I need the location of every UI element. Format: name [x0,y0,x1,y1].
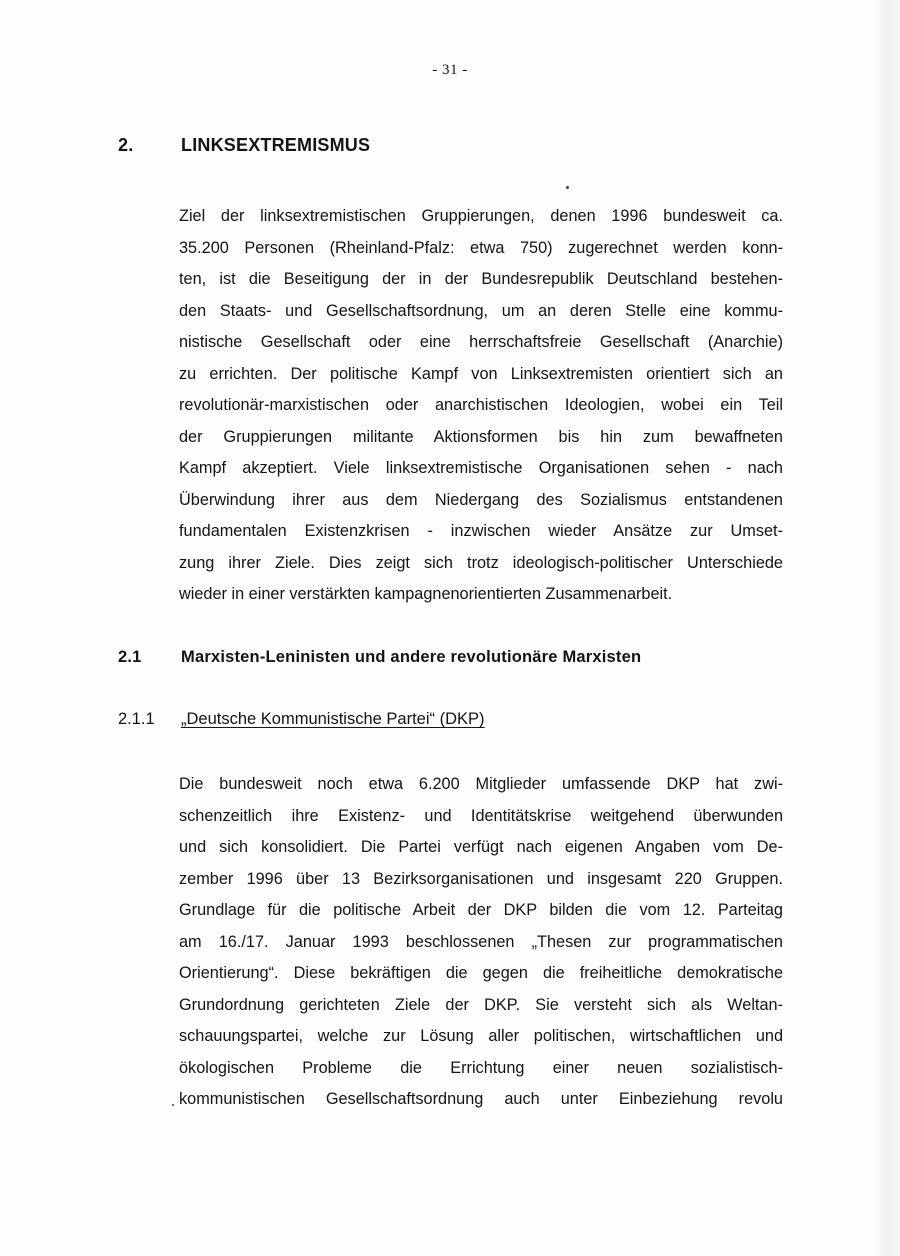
section-number: 2.1.1 [118,710,155,728]
paragraph-line: den Staats- und Gesellschaftsordnung, um an deren Stelle eine kommu- [179,301,783,320]
scan-edge-shadow [874,0,900,1256]
paragraph-line: ökologischen Probleme die Errichtung einer neuen sozialistisch- [179,1058,783,1077]
paragraph-line: 35.200 Personen (Rheinland-Pfalz: etwa 750) zugerechnet werden konn- [179,238,783,257]
section-number: 2.1 [118,648,142,666]
paragraph-line: zember 1996 über 13 Bezirksorganisationen und insgesamt 220 Gruppen. [179,869,783,888]
section-title: Marxisten-Leninisten und andere revolutionäre Marxisten [181,648,642,666]
paragraph-line: Kampf akzeptiert. Viele linksextremistische Organisationen sehen - nach [179,459,783,477]
section-number: 2. [118,135,134,155]
paragraph-intro [179,201,783,611]
paragraph-dkp [179,769,783,1116]
scan-speck [566,186,569,189]
paragraph-line: revolutionär-marxistischen oder anarchistischen Ideologien, wobei ein Teil [179,396,783,414]
paragraph-line: am 16./17. Januar 1993 beschlossenen „Thesen zur programmatischen [179,932,783,951]
paragraph-line: der Gruppierungen militante Aktionsformen bis hin zum bewaffneten [179,427,783,446]
paragraph-line: fundamentalen Existenzkrisen - inzwischen wieder Ansätze zur Umset- [179,522,783,540]
paragraph-line: wieder in einer verstärkten kampagnenorientierten Zusammenarbeit. [179,585,673,603]
paragraph-line: schauungspartei, welche zur Lösung aller politischen, wirtschaftlichen und [179,1027,783,1045]
paragraph-line: Grundlage für die politische Arbeit der DKP bilden die vom 12. Parteitag [179,901,783,919]
paragraph-line: zung ihrer Ziele. Dies zeigt sich trotz ideologisch-politischer Unterschiede [179,553,783,572]
paragraph-line: schenzeitlich ihre Existenz- und Identitätskrise weitgehend überwunden [179,806,783,825]
paragraph-line: nistische Gesellschaft oder eine herrschaftsfreie Gesellschaft (Anarchie) [179,333,783,351]
paragraph-line: Ziel der linksextremistischen Gruppierungen, denen 1996 bundesweit ca. [179,207,783,225]
paragraph-line: kommunistischen Gesellschaftsordnung auch unter Einbeziehung revolu [179,1090,783,1108]
scan-speck [172,1104,174,1106]
paragraph-line: ten, ist die Beseitigung der in der Bundesrepublik Deutschland bestehen- [179,270,783,288]
paragraph-line: Grundordnung gerichteten Ziele der DKP. Sie versteht sich als Weltan- [179,995,783,1014]
section-title: „Deutsche Kommunistische Partei“ (DKP) [181,710,485,728]
paragraph-line: Die bundesweit noch etwa 6.200 Mitglieder umfassende DKP hat zwi- [179,775,783,793]
paragraph-line: Orientierung“. Diese bekräftigen die gegen die freiheitliche demokratische [179,964,783,982]
paragraph-line: Überwindung ihrer aus dem Niedergang des Sozialismus entstandenen [179,490,783,509]
page-number: - 31 - [432,62,468,78]
paragraph-line: und sich konsolidiert. Die Partei verfügt nach eigenen Angaben vom De- [179,838,783,856]
section-title: LINKSEXTREMISMUS [181,135,371,155]
paragraph-line: zu errichten. Der politische Kampf von Linksextremisten orientiert sich an [179,364,783,383]
